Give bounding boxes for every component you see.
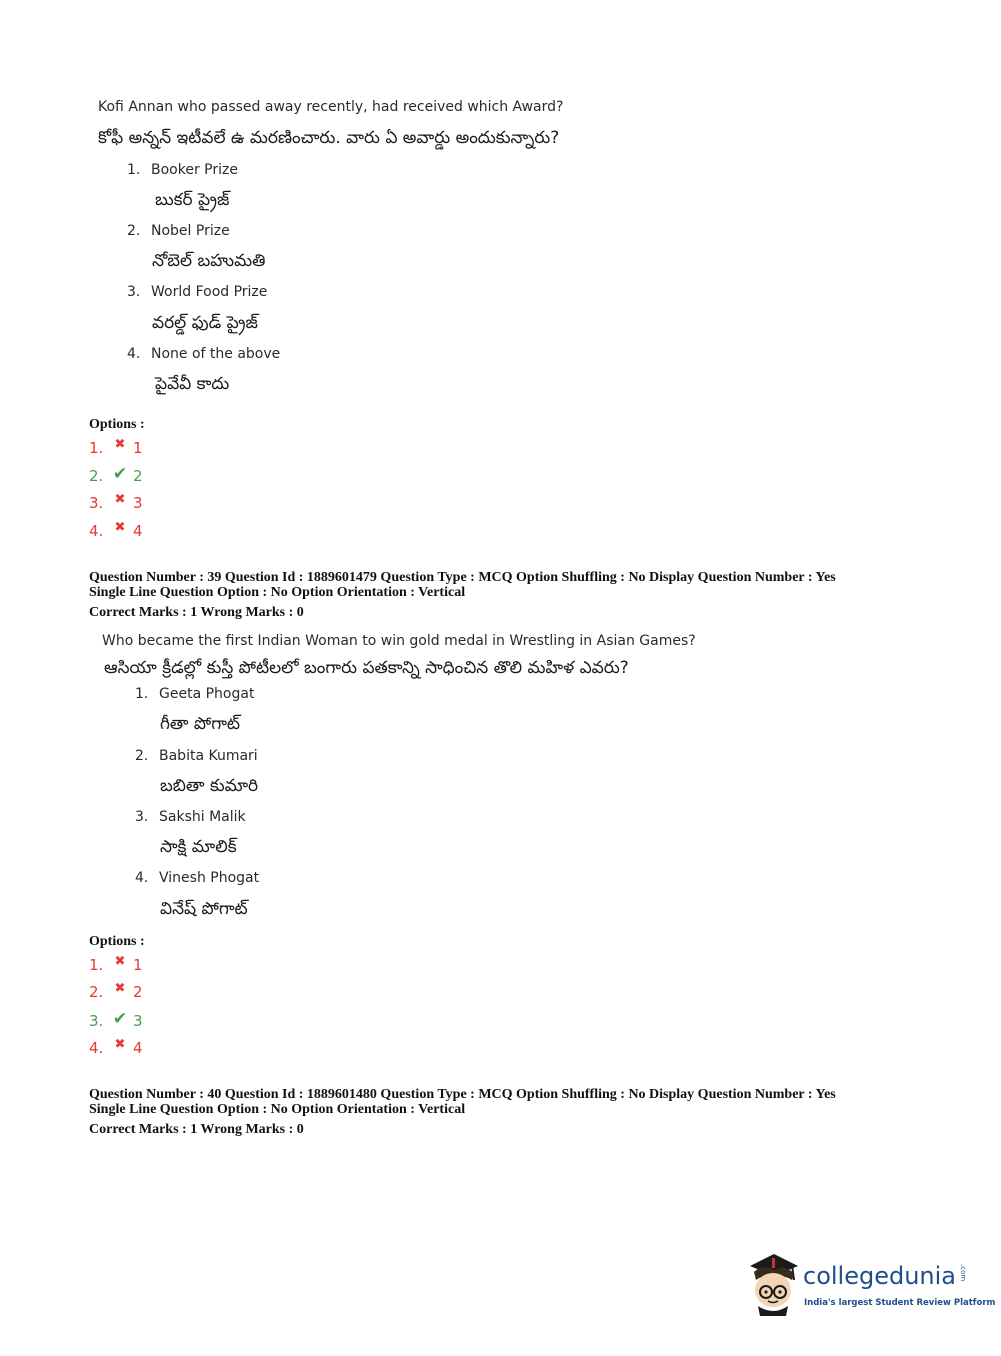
cross-icon: ✖ xyxy=(114,519,126,535)
q38-answer-3: 3. ✖ 3 xyxy=(89,491,143,512)
q39-option-3-te: సాక్షి మాలిక్ xyxy=(160,837,237,857)
q38-option-2-en: 2. Nobel Prize xyxy=(127,223,230,239)
q39-option-3-en: 3. Sakshi Malik xyxy=(135,809,246,825)
q38-option-3-en: 3. World Food Prize xyxy=(127,284,268,300)
q40-meta-line-1: Question Number : 40 Question Id : 1889601480 Question Type : MCQ Option Shuffling : No Display Question Number : Yes xyxy=(89,1087,836,1102)
logo-suffix: .com xyxy=(959,1264,967,1282)
q38-answer-2: 2. ✔ 2 xyxy=(89,464,143,485)
q40-marks-line: Correct Marks : 1 Wrong Marks : 0 xyxy=(89,1122,304,1137)
q39-answer-2: 2. ✖ 2 xyxy=(89,980,143,1001)
cross-icon: ✖ xyxy=(114,953,126,969)
q38-answer-4: 4. ✖ 4 xyxy=(89,519,143,540)
cross-icon: ✖ xyxy=(114,491,126,507)
q39-option-1-te: గీతా పోగాట్ xyxy=(160,714,240,734)
q39-option-2-en: 2. Babita Kumari xyxy=(135,748,258,764)
logo-wordmark: collegedunia xyxy=(803,1262,957,1290)
q39-option-1-en: 1. Geeta Phogat xyxy=(135,686,255,702)
q38-option-2-te: నోబెల్ బహుమతి xyxy=(152,251,266,271)
q39-answer-4: 4. ✖ 4 xyxy=(89,1036,143,1057)
q38-option-4-en: 4. None of the above xyxy=(127,346,281,362)
q38-options-heading: Options : xyxy=(89,417,145,432)
q39-answer-3: 3. ✔ 3 xyxy=(89,1009,143,1030)
cross-icon: ✖ xyxy=(114,980,126,996)
q38-option-1-te: బుకర్ ప్రైజ్ xyxy=(155,190,230,210)
q39-option-4-en: 4. Vinesh Phogat xyxy=(135,870,260,886)
question-38-text-en: Kofi Annan who passed away recently, had received which Award? xyxy=(98,99,564,115)
cross-icon: ✖ xyxy=(114,436,126,452)
check-icon: ✔ xyxy=(112,1009,128,1029)
q39-meta-line-2: Single Line Question Option : No Option Orientation : Vertical xyxy=(89,585,466,600)
q39-options-heading: Options : xyxy=(89,934,145,949)
cross-icon: ✖ xyxy=(114,1036,126,1052)
question-39-text-en: Who became the first Indian Woman to win gold medal in Wrestling in Asian Games? xyxy=(102,633,696,649)
mascot-icon xyxy=(742,1250,802,1320)
check-icon: ✔ xyxy=(112,464,128,484)
q39-option-4-te: వినేష్ పోగాట్ xyxy=(160,899,248,919)
collegedunia-logo xyxy=(742,1250,996,1320)
q39-marks-line: Correct Marks : 1 Wrong Marks : 0 xyxy=(89,605,304,620)
q39-meta-line-1: Question Number : 39 Question Id : 1889601479 Question Type : MCQ Option Shuffling : No Display Question Number : Yes xyxy=(89,570,836,585)
q40-meta-line-2: Single Line Question Option : No Option Orientation : Vertical xyxy=(89,1102,466,1117)
question-38-text-te: కోఫీ అన్నన్ ఇటీవలే ఉ మరణించారు. వారు ఏ అవార్డు అందుకున్నారు? xyxy=(98,128,560,148)
question-39-text-te: ఆసియా క్రీడల్లో కుస్తీ పోటీలలో బంగారు పతకాన్ని సాధించిన తొలి మహిళ ఎవరు? xyxy=(104,658,629,678)
q38-option-3-te: వరల్డ్ ఫుడ్ ప్రైజ్ xyxy=(152,313,258,333)
q38-answer-1: 1. ✖ 1 xyxy=(89,436,143,457)
q38-option-1-en: 1. Booker Prize xyxy=(127,162,238,178)
q39-option-2-te: బబితా కుమారి xyxy=(160,776,259,796)
q38-option-4-te: పైవేవీ కాదు xyxy=(155,374,230,394)
q39-answer-1: 1. ✖ 1 xyxy=(89,953,143,974)
logo-tagline: India's largest Student Review Platform xyxy=(804,1298,996,1308)
